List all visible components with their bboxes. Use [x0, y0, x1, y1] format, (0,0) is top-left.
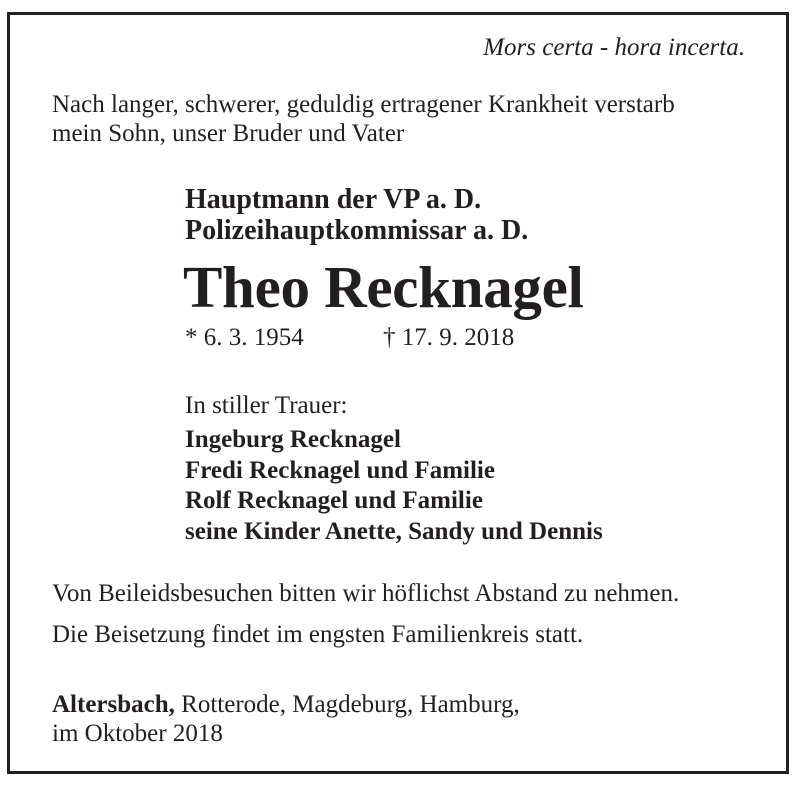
birth-date: * 6. 3. 1954 — [185, 324, 304, 351]
mourner: Fredi Recknagel und Familie — [185, 456, 495, 484]
place-main: Altersbach, — [52, 691, 175, 718]
intro-line-1: Nach langer, schwerer, geduldig ertragener Krankheit verstarb — [52, 91, 675, 118]
mourner: Rolf Recknagel und Familie — [185, 487, 483, 514]
life-dates — [185, 324, 515, 352]
intro-text — [52, 90, 675, 148]
mourner: Ingeburg Recknagel — [185, 426, 401, 453]
motto: Mors certa - hora incerta. — [483, 34, 745, 61]
job-title: Polizeihauptkommissar a. D. — [185, 215, 529, 246]
grief-heading: In stiller Trauer: — [185, 392, 348, 419]
place-others: Rotterode, Magdeburg, Hamburg, — [174, 691, 520, 718]
funeral-note: Die Beisetzung findet im engsten Familienkreis statt. — [52, 621, 584, 648]
intro-line-2: mein Sohn, unser Bruder und Vater — [52, 120, 405, 147]
places — [52, 690, 520, 719]
condolence-note: Von Beileidsbesuchen bitten wir höflichst Abstand zu nehmen. — [52, 580, 680, 607]
deceased-name: Theo Recknagel — [183, 254, 584, 320]
mourner: seine Kinder Anette, Sandy und Dennis — [185, 517, 603, 545]
notice-date: im Oktober 2018 — [52, 720, 223, 747]
mourners-list — [185, 425, 603, 547]
place-and-date — [52, 690, 520, 748]
death-date: † 17. 9. 2018 — [383, 324, 515, 351]
rank-title: Hauptmann der VP a. D. — [185, 184, 482, 215]
